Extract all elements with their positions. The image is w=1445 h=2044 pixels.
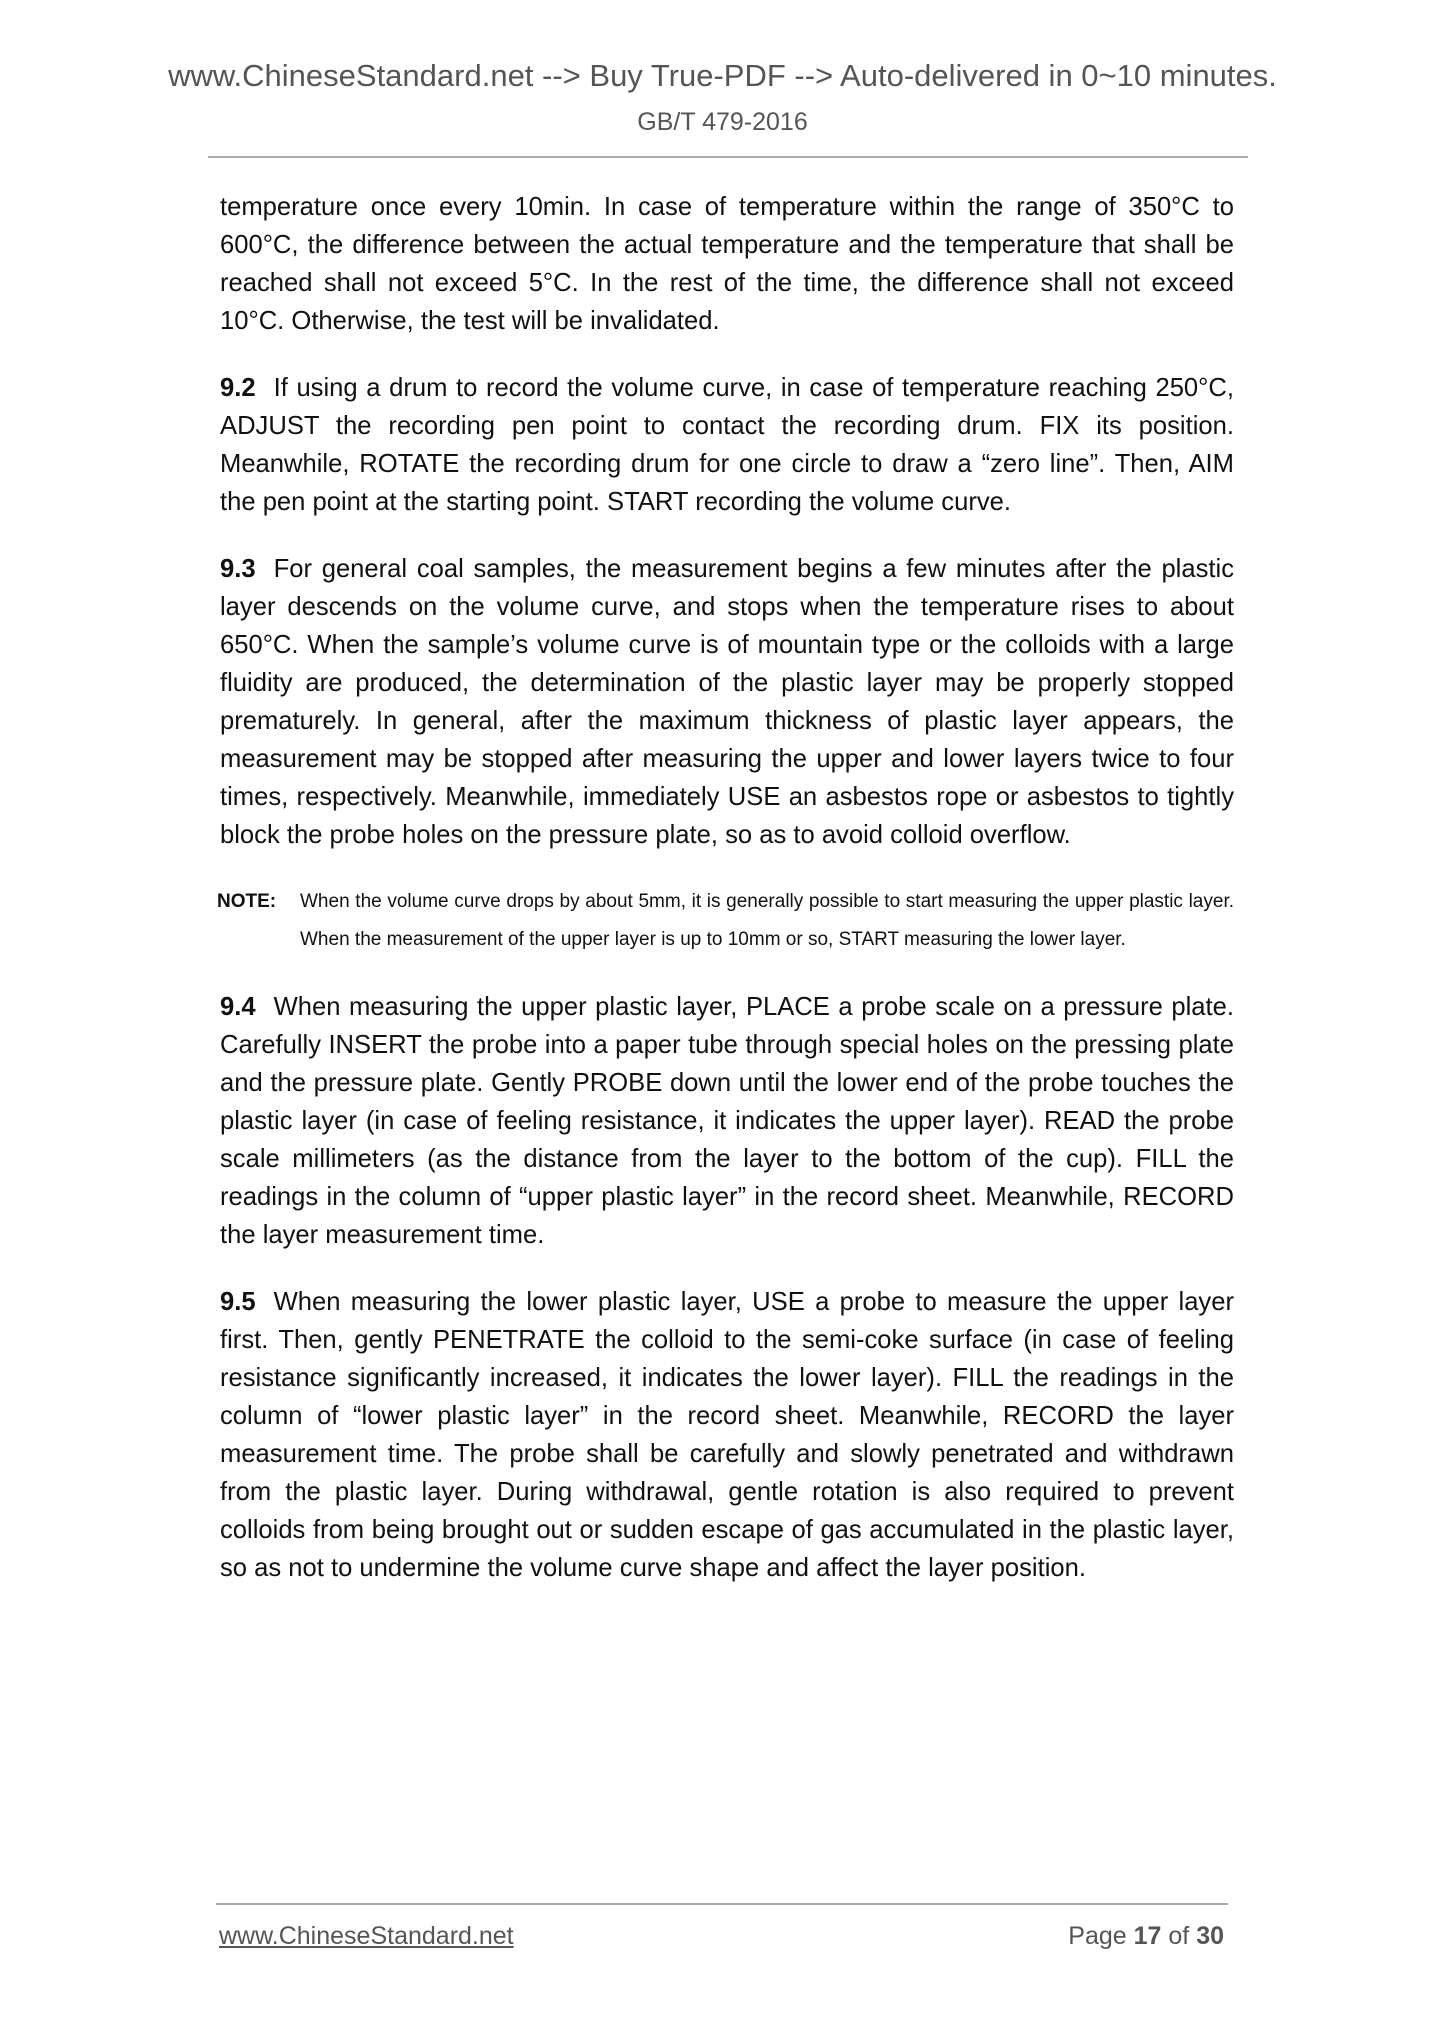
clause-number: 9.5 [220, 1288, 256, 1316]
document-body [217, 188, 1234, 1616]
clause-number: 9.4 [220, 993, 256, 1021]
paragraph-text: When measuring the upper plastic layer, PLACE a probe scale on a pressure plate. Carefully INSERT the probe into a paper tube through special holes on the pressing plate and the pressure plate. Gently PROBE down until the lower end of the probe touches the plastic layer (in case of feeling resistance, it indicates the upper layer). READ the probe scale millimeters (as the distance from the layer to the bottom of the cup). FILL the readings in the column of “upper plastic layer” in the record sheet. Meanwhile, RECORD the layer measurement time. [220, 993, 1234, 1249]
paragraph-text: When measuring the lower plastic layer, USE a probe to measure the upper layer first. Then, gently PENETRATE the colloid to the semi-coke surface (in case of feeling resistance significantly increased, it indicates the lower layer). FILL the readings in the column of “lower plastic layer” in the record sheet. Meanwhile, RECORD the layer measurement time. The probe shall be carefully and slowly penetrated and withdrawn from the plastic layer. During withdrawal, gentle rotation is also required to prevent colloids from being brought out or sudden escape of gas accumulated in the plastic layer, so as not to undermine the volume curve shape and affect the layer position. [220, 1288, 1234, 1582]
header-divider [208, 156, 1248, 158]
clause-9-5 [220, 1283, 1234, 1587]
note-text: When the volume curve drops by about 5mm, it is generally possible to start measuring the upper plastic layer. When the measurement of the upper layer is up to 10mm or so, START measuring the lower layer. [300, 891, 1234, 950]
note-label: NOTE: [217, 891, 277, 912]
clause-number: 9.3 [220, 555, 256, 583]
page-total: 30 [1196, 1922, 1224, 1950]
paragraph-text: For general coal samples, the measurement begins a few minutes after the plastic layer descends on the volume curve, and stops when the temperature rises to about 650°C. When the sample’s volume curve is of mountain type or the colloids with a large fluidity are produced, the determination of the plastic layer may be properly stopped prematurely. In general, after the maximum thickness of plastic layer appears, the measurement may be stopped after measuring the upper and lower layers twice to four times, respectively. Meanwhile, immediately USE an asbestos rope or asbestos to tightly block the probe holes on the pressure plate, so as to avoid colloid overflow. [220, 555, 1234, 849]
note [217, 883, 1234, 959]
clause-number: 9.2 [220, 374, 256, 402]
page-of: of [1168, 1922, 1190, 1950]
header-banner: www.ChineseStandard.net --> Buy True-PDF --> Auto-delivered in 0~10 minutes. [168, 58, 1277, 93]
paragraph-continued [220, 188, 1234, 340]
page-prefix: Page [1068, 1922, 1127, 1950]
page-number: 17 [1133, 1922, 1162, 1950]
clause-9-3 [220, 550, 1234, 854]
document-id: GB/T 479-2016 [637, 108, 808, 136]
paragraph-text: If using a drum to record the volume curve, in case of temperature reaching 250°C, ADJUST the recording pen point to contact the recording drum. FIX its position. Meanwhile, ROTATE the recording drum for one circle to draw a “zero line”. Then, AIM the pen point at the starting point. START recording the volume curve. [220, 374, 1234, 516]
clause-9-2 [220, 369, 1234, 521]
paragraph-text: temperature once every 10min. In case of temperature within the range of 350°C to 600°C, the difference between the actual temperature and the temperature that shall be reached shall not exceed 5°C. In the rest of the time, the difference shall not exceed 10°C. Otherwise, the test will be invalidated. [220, 193, 1234, 335]
footer-divider [216, 1903, 1228, 1905]
page-indicator [1068, 1922, 1224, 1951]
footer-site-link[interactable]: www.ChineseStandard.net [219, 1922, 514, 1950]
clause-9-4 [220, 988, 1234, 1254]
